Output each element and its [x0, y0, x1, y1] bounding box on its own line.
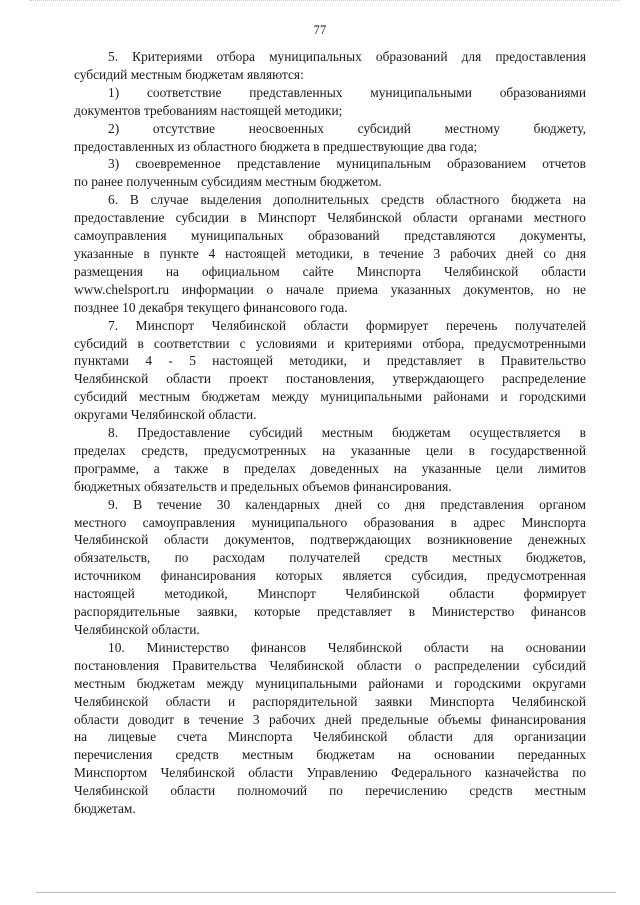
bottom-scan-edge — [36, 892, 616, 893]
text-line: местного самоуправления муниципального образования в адрес Минспорта — [74, 514, 586, 530]
text-line: Челябинской области проект постановления, утверждающего распределение — [74, 371, 586, 387]
text-line: перечисления средств местным бюджетам на основании переданных — [74, 747, 586, 763]
text-line: 3) своевременное представление муниципальным образованием отчетов — [108, 156, 586, 172]
text-line: пунктами 4 - 5 настоящей методики, и представляет в Правительство — [74, 353, 586, 369]
text-line: по ранее полученным субсидиям местным бюджетом. — [74, 174, 382, 190]
text-line: субсидий в соответствии с условиями и критериями отбора, предусмотренными — [74, 335, 586, 351]
text-line: 7. Минспорт Челябинской области формирует перечень получателей — [108, 317, 586, 333]
text-line: бюджетам. — [74, 801, 136, 817]
text-line: обязательств, по расходам получателей средств местных бюджетов, — [74, 550, 586, 566]
text-line: программе, а также в пределах доведенных на указанные цели лимитов — [74, 460, 586, 476]
text-line: 10. Министерство финансов Челябинской области на основании — [108, 639, 586, 655]
text-line: позднее 10 декабря текущего финансового года. — [74, 299, 348, 315]
text-line: 1) соответствие представленных муниципальными образованиями — [108, 84, 586, 100]
top-scan-edge — [30, 0, 620, 2]
text-line: Минспортом Челябинской области Управлению Федерального казначейства по — [74, 765, 586, 781]
text-line: 2) отсутствие неосвоенных субсидий местному бюджету, — [108, 120, 586, 136]
text-line: субсидий местным бюджетам являются: — [74, 66, 304, 82]
text-line: 8. Предоставление субсидий местным бюджетам осуществляется в — [108, 425, 586, 441]
text-line: размещения на официальном сайте Минспорта Челябинской области — [74, 263, 586, 279]
paragraph — [74, 424, 586, 496]
document-body — [74, 48, 586, 818]
text-line: настоящей методикой, Минспорт Челябинской области формирует — [74, 586, 586, 602]
text-line: 6. В случае выделения дополнительных средств областного бюджета на — [108, 192, 586, 208]
text-line: пределах средств, предусмотренных на указанные цели в государственной — [74, 442, 586, 458]
paragraph — [74, 639, 586, 818]
paragraph — [74, 48, 586, 84]
text-line: указанные в пункте 4 настоящей методики, в течение 3 рабочих дней со дня — [74, 245, 586, 261]
text-line: предоставление субсидии в Минспорт Челябинской области органами местного — [74, 210, 586, 226]
text-line: постановления Правительства Челябинской области о распределении субсидий — [74, 657, 586, 673]
page-number: 77 — [313, 23, 327, 37]
text-line: источником финансирования которых является субсидия, предусмотренная — [74, 568, 586, 584]
text-line: самоуправления муниципальных образований представляются документы, — [74, 228, 586, 244]
text-line: на лицевые счета Минспорта Челябинской области для организации — [74, 729, 586, 745]
paragraph — [74, 120, 586, 156]
paragraph — [74, 155, 586, 191]
text-line: предоставленных из областного бюджета в предшествующие два года; — [74, 138, 478, 154]
paragraph — [74, 84, 586, 120]
text-line: www.chelsport.ru информации о начале приема указанных документов, но не — [74, 281, 586, 297]
text-line: субсидий местным бюджетам между муниципальными районами и городскими — [74, 389, 586, 405]
text-line: области доводит в течение 3 рабочих дней предельные объемы финансирования — [74, 711, 586, 727]
paragraph — [74, 496, 586, 639]
text-line: местным бюджетам между муниципальными районами и городскими округами — [74, 675, 586, 691]
text-line: Челябинской области полномочий по перечислению средств местным — [74, 783, 586, 799]
text-line: округами Челябинской области. — [74, 407, 257, 423]
paragraph — [74, 191, 586, 316]
text-line: бюджетных обязательств и предельных объемов финансирования. — [74, 478, 452, 494]
text-line: 9. В течение 30 календарных дней со дня представления органом — [108, 496, 586, 512]
text-line: документов требованиям настоящей методики; — [74, 102, 343, 118]
text-line: Челябинской области. — [74, 622, 200, 637]
paragraph — [74, 317, 586, 424]
text-line: 5. Критериями отбора муниципальных образований для предоставления — [108, 49, 586, 64]
text-line: Челябинской области документов, подтверждающих возникновение денежных — [74, 532, 586, 548]
text-line: Челябинской области и распорядительной заявки Минспорта Челябинской — [74, 693, 586, 709]
text-line: распорядительные заявки, которые представляет в Министерство финансов — [74, 604, 586, 620]
